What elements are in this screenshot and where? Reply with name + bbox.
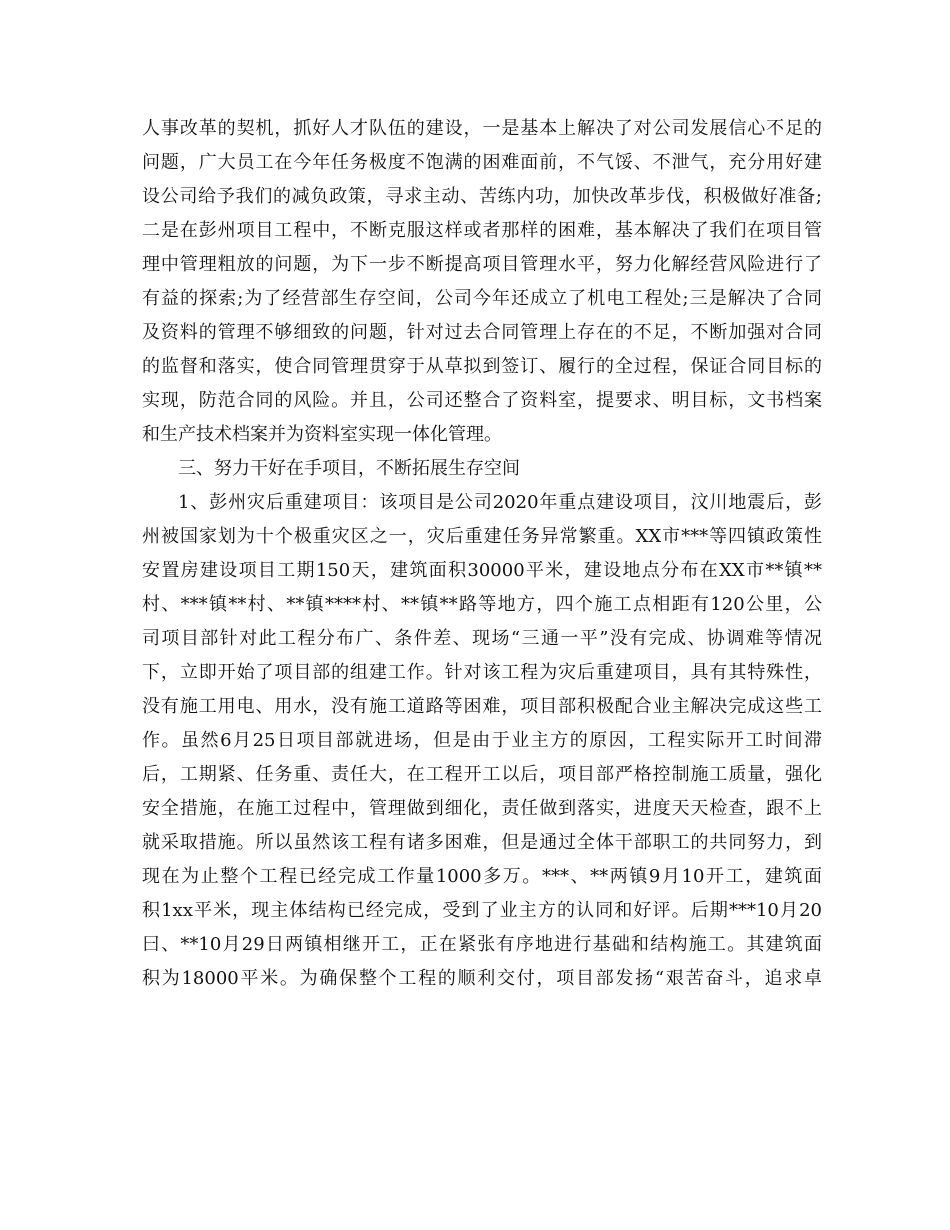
text-line: 和生产技术档案并为资料室实现一体化管理。: [142, 424, 502, 445]
text-line: 作。虽然6月25日项目部就进场，但是由于业主方的原因，工程实际开工时间滞: [142, 730, 822, 751]
text-line: 下，立即开始了项目部的组建工作。针对该工程为灾后重建项目，具有其特殊性，: [142, 662, 822, 683]
section-heading: 三、努力干好在手项目，不断拓展生存空间: [178, 458, 520, 479]
text-line: 设公司给予我们的减负政策，寻求主动、苦练内功，加快改革步伐，积极做好准备;: [142, 186, 822, 207]
text-line: 理中管理粗放的问题，为下一步不断提高项目管理水平，努力化解经营风险进行了: [142, 254, 822, 275]
text-line: 司项目部针对此工程分布广、条件差、现场“三通一平”没有完成、协调难等情况: [142, 628, 822, 649]
text-line: 1、彭州灾后重建项目：该项目是公司2020年重点建设项目，汶川地震后，彭: [178, 492, 822, 513]
text-line: 实现，防范合同的风险。并且，公司还整合了资料室，提要求、明目标，文书档案: [142, 390, 822, 411]
text-line: 及资料的管理不够细致的问题，针对过去合同管理上存在的不足，不断加强对合同: [142, 322, 822, 343]
text-line: 积1xx平米，现主体结构已经完成，受到了业主方的认同和好评。后期***10月20: [142, 900, 822, 921]
text-line: 曰、**10月29日两镇相继开工，正在紧张有序地进行基础和结构施工。其建筑面: [142, 934, 822, 955]
text-line: 的监督和落实，使合同管理贯穿于从草拟到签订、履行的全过程，保证合同目标的: [142, 356, 822, 377]
text-line: 就采取措施。所以虽然该工程有诸多困难，但是通过全体干部职工的共同努力，到: [142, 832, 822, 853]
text-line: 人事改革的契机，抓好人才队伍的建设，一是基本上解决了对公司发展信心不足的: [142, 118, 822, 139]
text-line: 有益的探索;为了经营部生存空间，公司今年还成立了机电工程处;三是解决了合同: [142, 288, 822, 309]
document-body: [142, 112, 822, 996]
text-line: 积为18000平米。为确保整个工程的顺利交付，项目部发扬“艰苦奋斗，追求卓: [142, 968, 822, 989]
text-line: 村、***镇**村、**镇****村、**镇**路等地方，四个施工点相距有120公里，公: [142, 594, 822, 615]
text-line: 问题，广大员工在今年任务极度不饱满的困难面前，不气馁、不泄气，充分用好建: [142, 152, 822, 173]
text-line: 州被国家划为十个极重灾区之一，灾后重建任务异常繁重。XX市***等四镇政策性: [142, 526, 822, 547]
text-line: 安置房建设项目工期150天，建筑面积30000平米，建设地点分布在XX市**镇**: [142, 560, 822, 581]
text-line: 后，工期紧、任务重、责任大，在工程开工以后，项目部严格控制施工质量，强化: [142, 764, 822, 785]
text-line: 安全措施，在施工过程中，管理做到细化，责任做到落实，进度天天检查，跟不上: [142, 798, 822, 819]
text-line: 现在为止整个工程已经完成工作量1000多万。***、**两镇9月10开工，建筑面: [142, 866, 822, 887]
text-line: 没有施工用电、用水，没有施工道路等困难，项目部积极配合业主解决完成这些工: [142, 696, 822, 717]
text-line: 二是在彭州项目工程中，不断克服这样或者那样的困难，基本解决了我们在项目管: [142, 220, 822, 241]
